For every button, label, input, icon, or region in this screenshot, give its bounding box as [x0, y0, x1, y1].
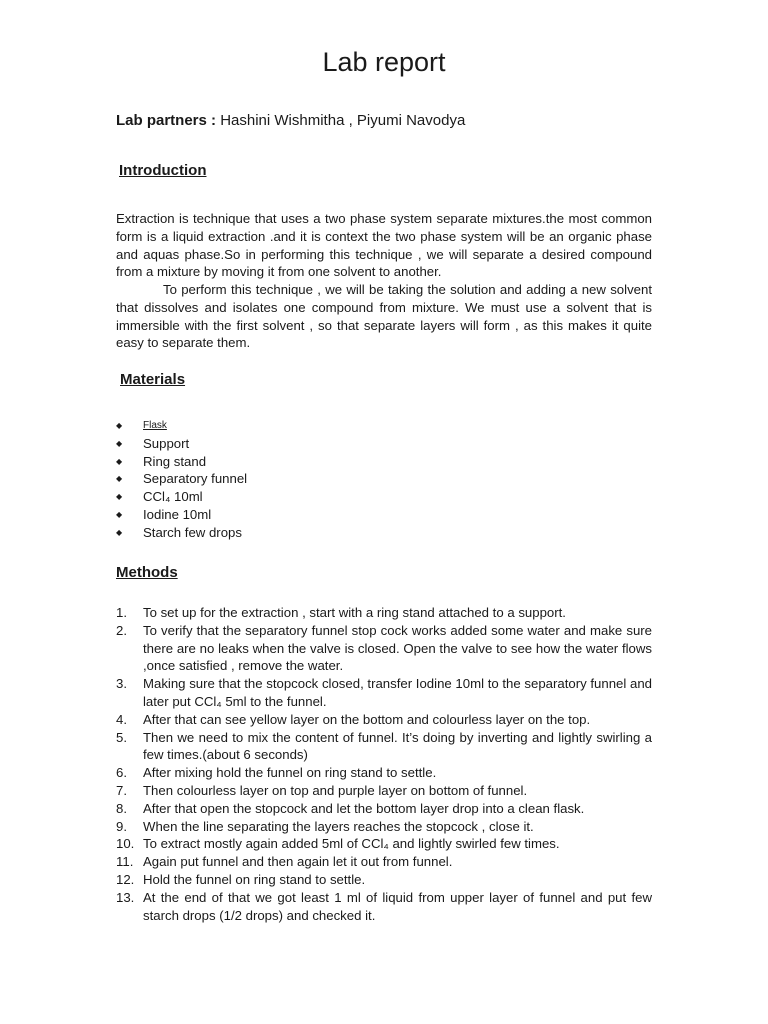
- bullet-icon: ◆: [116, 527, 123, 537]
- step-text: After mixing hold the funnel on ring stand to settle.: [143, 765, 437, 781]
- step-text: To set up for the extraction , start with a ring stand attached to a support.: [143, 605, 566, 620]
- list-item: [116, 800, 652, 818]
- list-item: [116, 622, 652, 675]
- material-label: Flask: [143, 420, 167, 431]
- step-text: After that can see yellow layer on the bottom and colourless layer on the top.: [143, 711, 591, 727]
- step-text: At the end of that we got least 1 ml of liquid from upper layer of funnel and put few starch drops (1/2 drops) and checked it.: [143, 889, 652, 923]
- step-number: 8.: [116, 800, 127, 816]
- list-item: [116, 889, 652, 925]
- materials-heading: Materials: [120, 371, 186, 388]
- list-item: [116, 853, 652, 871]
- list-item: [116, 835, 652, 853]
- list-item: [116, 435, 247, 453]
- step-text: After that open the stopcock and let the bottom layer drop into a clean flask.: [143, 800, 585, 816]
- list-item: [116, 782, 652, 800]
- list-item: [116, 417, 247, 435]
- step-number: 10.: [116, 836, 135, 852]
- material-label: CCl₄ 10ml: [143, 489, 203, 505]
- step-number: 4.: [116, 711, 127, 727]
- list-item: [116, 729, 652, 765]
- step-number: 1.: [116, 605, 127, 620]
- step-text: Again put funnel and then again let it out from funnel.: [143, 854, 453, 870]
- bullet-icon: ◆: [116, 438, 123, 448]
- step-text: Then we need to mix the content of funnel. It’s doing by inverting and lightly swirling a few times.(about 6 seconds): [143, 729, 652, 763]
- list-item: [116, 524, 247, 542]
- bullet-icon: ◆: [116, 509, 123, 519]
- material-label: Support: [143, 435, 190, 451]
- step-number: 6.: [116, 765, 127, 781]
- material-label: Starch few drops: [143, 524, 242, 540]
- lab-partners-line: [116, 110, 465, 132]
- list-item: [116, 488, 247, 506]
- bullet-icon: ◆: [116, 456, 123, 466]
- bullet-icon: ◆: [116, 474, 123, 484]
- introduction-paragraph-2: To perform this technique , we will be taking the solution and adding a new solvent that dissolves and isolates one compound from mixture. We must use a solvent that is immersible with the first solvent , so that separate layers will form , as this makes it quite easy to separate them.: [116, 282, 652, 351]
- step-number: 7.: [116, 782, 127, 798]
- materials-list: [116, 417, 247, 542]
- bullet-icon: ◆: [116, 421, 123, 430]
- step-text: Then colourless layer on top and purple layer on bottom of funnel.: [143, 782, 528, 798]
- methods-list: [116, 604, 652, 924]
- list-item: [116, 711, 652, 729]
- step-number: 9.: [116, 818, 127, 834]
- material-label: Separatory funnel: [143, 471, 248, 487]
- material-label: Iodine 10ml: [143, 506, 212, 522]
- methods-heading: Methods: [116, 564, 178, 581]
- step-number: 13.: [116, 889, 135, 905]
- list-item: [116, 506, 247, 524]
- step-number: 2.: [116, 622, 127, 638]
- lab-partners-label: Lab partners :: [116, 112, 217, 129]
- introduction-heading: Introduction: [119, 162, 207, 179]
- page-title: Lab report: [322, 47, 446, 77]
- list-item: [116, 453, 247, 471]
- bullet-icon: ◆: [116, 492, 123, 502]
- step-text: To extract mostly again added 5ml of CCl₄ and lightly swirled few times.: [143, 836, 560, 852]
- step-number: 3.: [116, 676, 127, 692]
- introduction-paragraph-1: Extraction is technique that uses a two phase system separate mixtures.the most common form is a liquid extraction .and it is context the two phase system will be an organic phase and aquas phase.So in performing this technique , we will separate a desired compound from a mixture by moving it from one solvent to another.: [116, 211, 652, 280]
- list-item: [116, 871, 652, 889]
- step-number: 5.: [116, 729, 127, 745]
- lab-partners-names: Hashini Wishmitha , Piyumi Navodya: [220, 112, 466, 129]
- list-item: [116, 675, 652, 711]
- step-text: Hold the funnel on ring stand to settle.: [143, 871, 366, 887]
- step-number: 11.: [116, 854, 134, 870]
- step-text: To verify that the separatory funnel stop cock works added some water and make sure there are no leaks when the valve is closed. Open the valve to see how the water flows ,once satisfied , remove the water.: [143, 622, 652, 674]
- list-item: [116, 764, 652, 782]
- step-text: Making sure that the stopcock closed, transfer Iodine 10ml to the separatory funnel and later put CCl₄ 5ml to the funnel.: [143, 676, 652, 709]
- list-item: [116, 604, 652, 622]
- list-item: [116, 470, 247, 488]
- step-text: When the line separating the layers reaches the stopcock , close it.: [143, 818, 534, 834]
- list-item: [116, 818, 652, 836]
- step-number: 12.: [116, 871, 135, 887]
- material-label: Ring stand: [143, 453, 207, 469]
